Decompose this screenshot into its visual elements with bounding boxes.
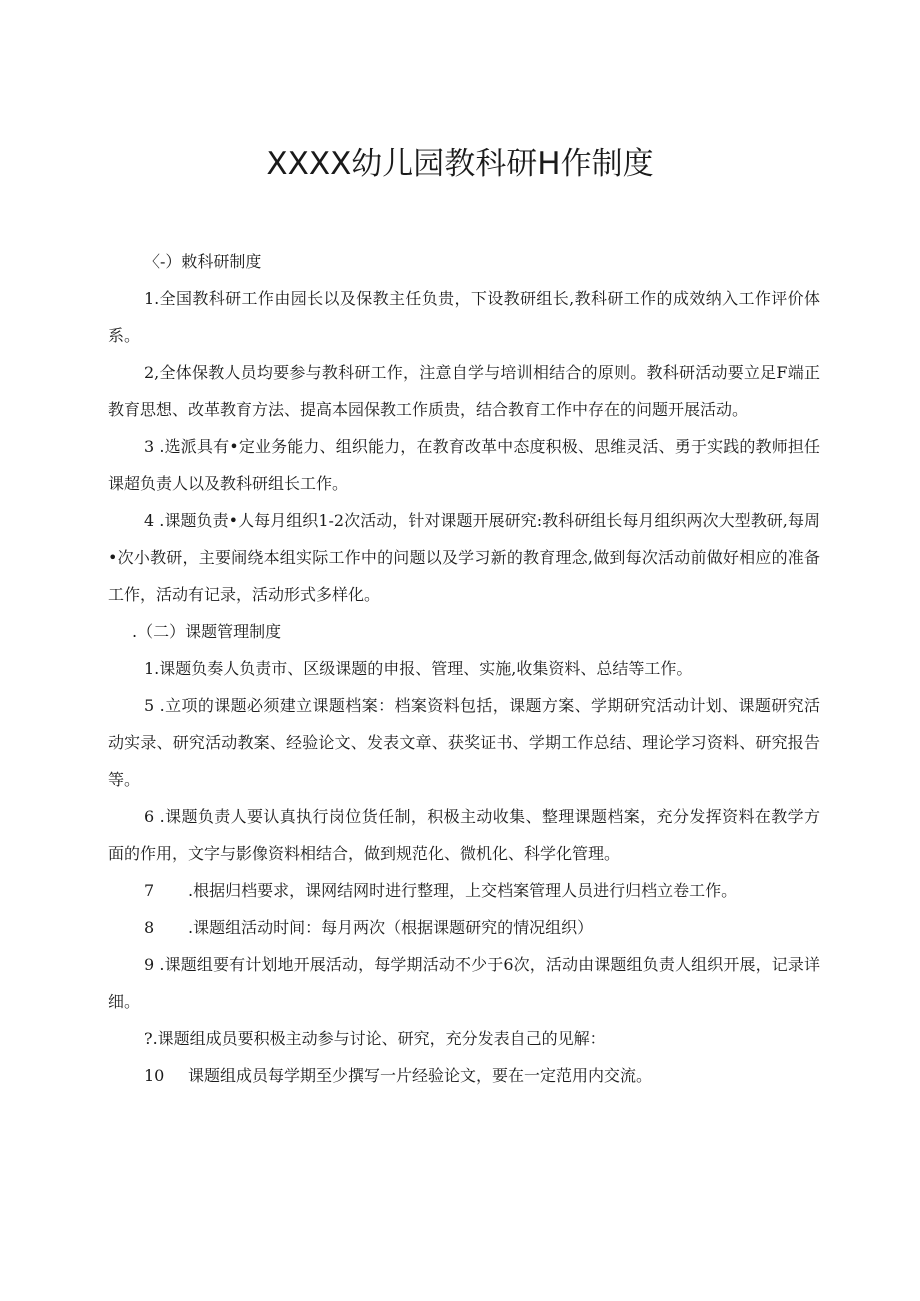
paragraph-project-item-9: 9 .课题组要有计划地开展活动，每学期活动不少于6次，活动由课题组负责人组织开展，记录详细。	[108, 955, 820, 1011]
item-text: .课题组活动时间：每月两次（根据课题研究的情况组织）	[188, 918, 594, 937]
paragraph-item-4: 4 .课题负责•人每月组织1-2次活动，针对课题开展研究:教科研组长每月组织两次大型教研,每周•次小教研，主要闹绕本组实际工作中的问题以及学习新的教育理念,做到每次活动前做好相应的准备工作，活动有记录，活动形式多样化。	[108, 511, 820, 604]
paragraph-project-item-8	[108, 909, 820, 946]
paragraph-project-item-5: 5 .立项的课题必须建立课题档案：档案资料包括，课题方案、学期研究活动计划、课题研究活动实录、研究活动教案、经验论文、发表文章、获奖证书、学期工作总结、理论学习资料、研究报告等。	[108, 696, 820, 789]
item-text: 课题组成员每学期至少撰写一片经验论文，要在一定范用内交流。	[188, 1066, 653, 1085]
paragraph-project-item-q: ?.课题组成员要积极主动参与讨论、研究，充分发表自己的见解：	[144, 1029, 606, 1048]
section-heading-research: 〈-）敕科研制度	[144, 252, 262, 271]
item-number: 8	[144, 918, 155, 937]
item-text: .根据归档要求，课网结网时进行整理，上交档案管理人员进行归档立卷工作。	[188, 881, 738, 900]
paragraph-project-item-7	[108, 872, 820, 909]
document-body	[108, 243, 820, 1094]
document-title: XXXX幼儿园教科研H作制度	[266, 146, 654, 182]
paragraph-item-3: 3 .选派具有•定业务能力、组织能力，在教育改革中态度积极、思维灵活、勇于实践的教师担任课超负责人以及教科研组长工作。	[108, 437, 820, 493]
paragraph-project-item-10	[108, 1057, 820, 1094]
section-heading-project: .（二）课题管理制度	[132, 622, 282, 641]
paragraph-project-item-1: 1.课题负奏人负责市、区级课题的申报、管理、实施,收集资料、总结等工作。	[144, 659, 693, 678]
item-number: 7	[144, 881, 155, 900]
paragraph-item-1: 1.全国教科研工作由园长以及保教主任负贵，下设教研组长,教科研工作的成效纳入工作评价体系。	[108, 289, 820, 345]
paragraph-project-item-6: 6 .课题负责人要认真执行岗位货任制，积极主动收集、整理课题档案，充分发挥资料在教学方面的作用，文字与影像资料相结合，做到规范化、微机化、科学化管理。	[108, 807, 820, 863]
item-number: 10	[144, 1066, 165, 1085]
paragraph-item-2: 2,全体保教人员均要参与教科研工作，注意自学与培训相结合的原则。教科研活动要立足F端正教育思想、改革教育方法、提高本园保教工作质贵，结合教育工作中存在的问题开展活动。	[108, 363, 820, 419]
